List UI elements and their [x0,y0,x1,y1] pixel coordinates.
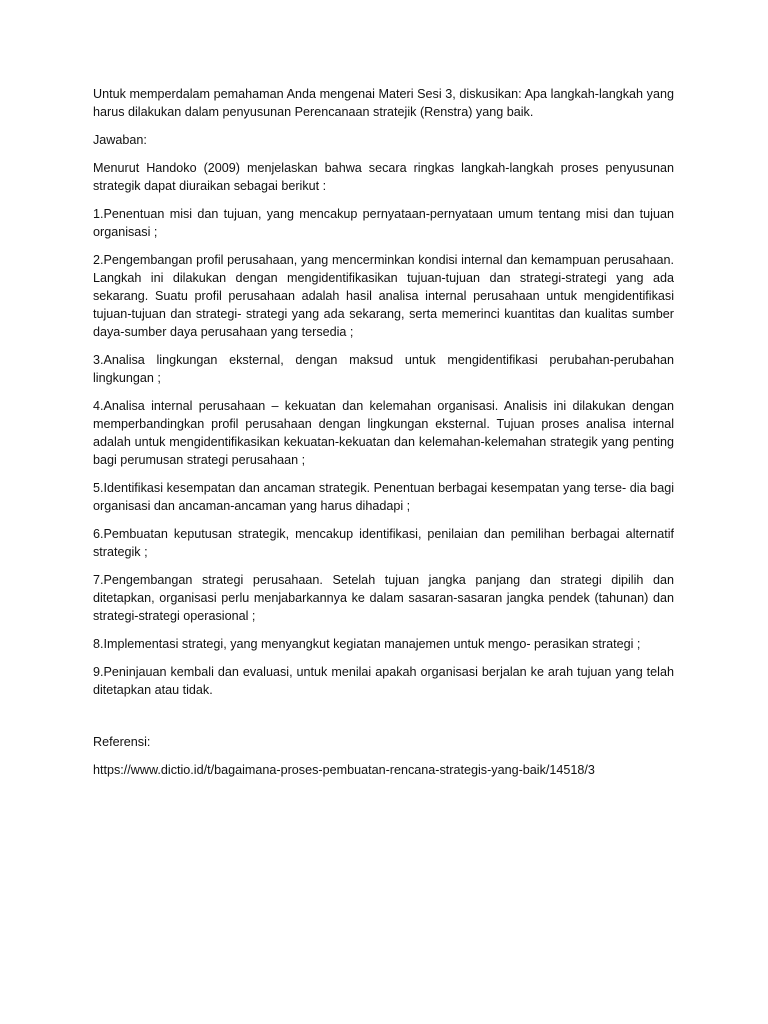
step-9: 9.Peninjauan kembali dan evaluasi, untuk menilai apakah organisasi berjalan ke arah tujuan yang telah ditetapkan atau tidak. [93,665,674,697]
section-spacer [93,709,674,733]
step-1: 1.Penentuan misi dan tujuan, yang mencakup pernyataan-pernyataan umum tentang misi dan tujuan organisasi ; [93,207,674,239]
step-3: 3.Analisa lingkungan eksternal, dengan maksud untuk mengidentifikasi perubahan-perubahan lingkungan ; [93,353,674,385]
step-2: 2.Pengembangan profil perusahaan, yang mencerminkan kondisi internal dan kemampuan perusahaan. Langkah ini dilakukan dengan mengidentifikasikan tujuan-tujuan dan strategi-strategi yang ada sekarang. Suatu profil perusahaan adalah hasil analisa internal perusahaan untuk mengidentifikasi tujuan-tujuan dan strategi- strategi yang ada sekarang, serta memerinci kuantitas dan kualitas sumber daya-sumber daya perusahaan yang tersedia ; [93,253,674,339]
step-7: 7.Pengembangan strategi perusahaan. Setelah tujuan jangka panjang dan strategi dipilih dan ditetapkan, organisasi perlu menjabarkannya ke dalam sasaran-sasaran jangka pendek (tahunan) dan strategi-strategi operasional ; [93,573,674,623]
step-4: 4.Analisa internal perusahaan – kekuatan dan kelemahan organisasi. Analisis ini dilakukan dengan memperbandingkan profil perusahaan dengan lingkungan eksternal. Tujuan proses analisa internal adalah untuk mengidentifikasikan kekuatan-kekuatan dan kelemahan-kelemahan strategik yang penting bagi perumusan strategi perusahaan ; [93,399,674,467]
question-paragraph: Untuk memperdalam pemahaman Anda mengenai Materi Sesi 3, diskusikan: Apa langkah-langkah yang harus dilakukan dalam penyusunan Perencanaan stratejik (Renstra) yang baik. [93,87,674,119]
intro-paragraph: Menurut Handoko (2009) menjelaskan bahwa secara ringkas langkah-langkah proses penyusunan strategik dapat diuraikan sebagai berikut : [93,161,674,193]
answer-label: Jawaban: [93,133,147,147]
step-5: 5.Identifikasi kesempatan dan ancaman strategik. Penentuan berbagai kesempatan yang terse- dia bagi organisasi dan ancaman-ancaman yang harus dihadapi ; [93,481,674,513]
document-page [93,85,674,779]
reference-label: Referensi: [93,735,151,749]
step-6: 6.Pembuatan keputusan strategik, mencakup identifikasi, penilaian dan pemilihan berbagai alternatif strategik ; [93,527,674,559]
reference-link[interactable]: https://www.dictio.id/t/bagaimana-proses-pembuatan-rencana-strategis-yang-baik/14518/3 [93,763,595,777]
step-8: 8.Implementasi strategi, yang menyangkut kegiatan manajemen untuk mengo- perasikan strategi ; [93,637,641,651]
